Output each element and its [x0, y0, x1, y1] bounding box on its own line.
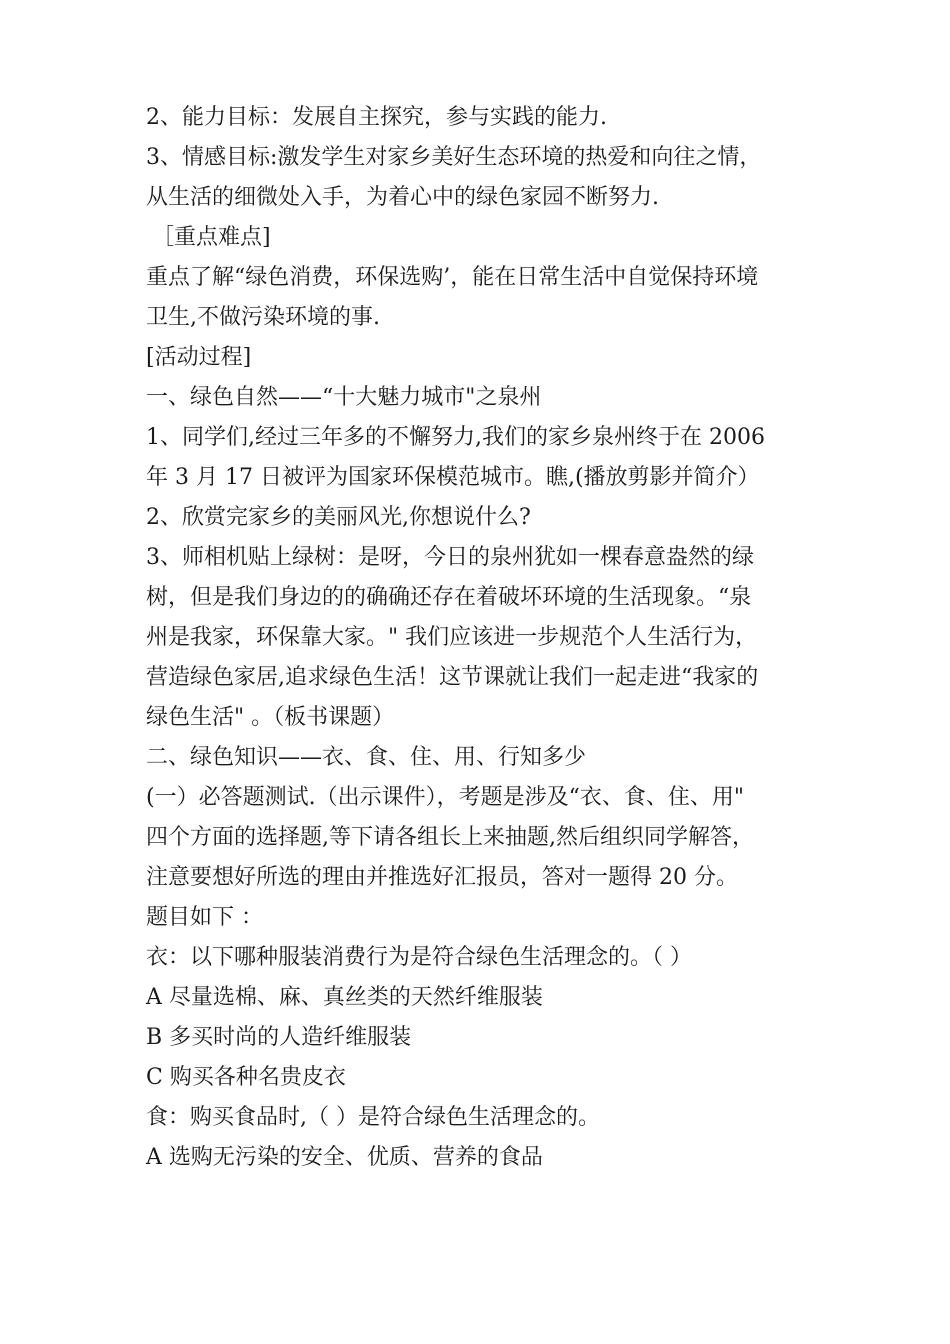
text-line: 从生活的细微处入手，为着心中的绿色家园不断努力.	[146, 185, 659, 210]
text-line: 1、同学们,经过三年多的不懈努力,我们的家乡泉州终于在 2006	[146, 425, 765, 450]
text-line: 2、欣赏完家乡的美丽风光,你想说什么?	[146, 505, 531, 530]
text-line: 3、情感目标:激发学生对家乡美好生态环境的热爱和向往之情，	[146, 145, 762, 170]
option-line: A 尽量选棉、麻、真丝类的天然纤维服装	[146, 985, 543, 1010]
document-body	[146, 98, 826, 1178]
text-line: 营造绿色家居,追求绿色生活！这节课就让我们一起走进“我家的	[146, 665, 759, 690]
option-line: A 选购无污染的安全、优质、营养的食品	[146, 1145, 543, 1170]
text-line: 年 3 月 17 日被评为国家环保模范城市。瞧,(播放剪影并简介）	[146, 465, 760, 490]
text-line: 题目如下 ：	[146, 905, 263, 930]
section-heading: ［重点难点]	[152, 225, 271, 250]
question-line: 食：购买食品时,（ ）是符合绿色生活理念的。	[146, 1105, 600, 1130]
section-heading: 二、绿色知识——衣、食、住、用、行知多少	[146, 745, 587, 770]
text-line: 重点了解“绿色消费，环保选购’，能在日常生活中自觉保持环境	[146, 265, 759, 290]
text-line: (一）必答题测试.（出示课件），考题是涉及“衣、食、住、用"	[146, 785, 744, 810]
text-line: 卫生,不做污染环境的事.	[146, 305, 380, 330]
section-heading: [活动过程]	[146, 345, 252, 370]
option-line: C 购买各种名贵皮衣	[146, 1065, 346, 1090]
text-line: 2、能力目标：发展自主探究，参与实践的能力.	[146, 105, 607, 130]
option-line: B 多买时尚的人造纤维服装	[146, 1025, 412, 1050]
text-line: 绿色生活" 。（板书课题）	[146, 705, 395, 730]
section-heading: 一、绿色自然——“十大魅力城市"之泉州	[146, 385, 542, 410]
text-line: 四个方面的选择题,等下请各组长上来抽题,然后组织同学解答，	[146, 825, 754, 850]
question-line: 衣：以下哪种服装消费行为是符合绿色生活理念的。（ ）	[146, 945, 692, 970]
text-line: 树，但是我们身边的的确确还存在着破坏环境的生活现象。“泉	[146, 585, 752, 610]
text-line: 3、师相机贴上绿树：是呀，今日的泉州犹如一棵春意盎然的绿	[146, 545, 754, 570]
text-line: 注意要想好所选的理由并推选好汇报员，答对一题得 20 分。	[146, 865, 738, 890]
text-line: 州是我家，环保靠大家。" 我们应该进一步规范个人生活行为，	[146, 625, 758, 650]
